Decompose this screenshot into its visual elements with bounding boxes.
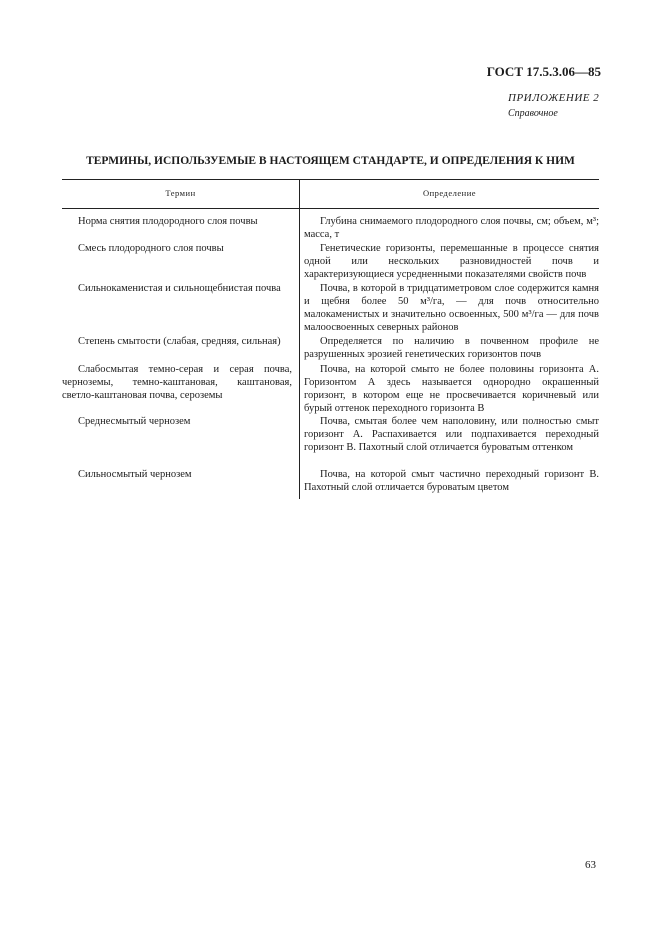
table-column-divider [299, 179, 300, 499]
term-cell: Среднесмытый чернозем [78, 416, 191, 427]
column-header-definition: Определение [422, 188, 477, 198]
table-top-rule [62, 179, 599, 180]
term-cell: Сильнокаменистая и сильнощебнистая почва [78, 283, 281, 294]
term-cell: Степень смытости (слабая, средняя, сильная) [78, 336, 281, 347]
term-cell: Смесь плодородного слоя почвы [78, 243, 224, 254]
appendix-note: Справочное [508, 108, 558, 119]
definition-cell: Почва, смытая более чем наполовину, или полностью смыт горизонт А. Распахивается или подпахивается переходный горизонт В. Пахотный слой отличается буроватым оттенком [304, 416, 599, 453]
term-cell: Сильносмытый чернозем [78, 469, 192, 480]
page-number: 63 [585, 859, 596, 871]
definition-cell: Генетические горизонты, перемешанные в процессе снятия одной или нескольких разновидностей почв и характеризующиеся усредненными показателями свойств почв [304, 243, 599, 280]
term-cell: Слабосмытая темно-серая и серая почва, черноземы, темно-каштановая, каштановая, светло-каштановая почва, сероземы [62, 364, 292, 401]
column-header-term: Термин [165, 188, 196, 198]
definition-cell: Глубина снимаемого плодородного слоя почвы, см; объем, м³; масса, т [304, 216, 599, 240]
page-title: ТЕРМИНЫ, ИСПОЛЬЗУЕМЫЕ В НАСТОЯЩЕМ СТАНДАРТЕ, И ОПРЕДЕЛЕНИЯ К НИМ [86, 155, 575, 167]
definition-cell: Почва, в которой в тридцатиметровом слое содержится камня и щебня более 50 м³/га, — для почв относительно малокаменистых и значительно освоенных, 500 м³/га — для почв малоосвоенных северных районов [304, 283, 599, 333]
standard-number: ГОСТ 17.5.3.06—85 [486, 64, 601, 79]
appendix-label: ПРИЛОЖЕНИЕ 2 [508, 92, 600, 104]
terms-table [62, 179, 599, 499]
term-cell: Норма снятия плодородного слоя почвы [78, 216, 258, 227]
definition-cell: Почва, на которой смыт частично переходный горизонт В. Пахотный слой отличается буроватым цветом [304, 469, 599, 493]
definition-cell: Почва, на которой смыто не более половины горизонта А. Горизонтом А здесь называется однородно окрашенный горизонт, в котором еще не просвечивается коричневый или бурый оттенок переходного горизонта В [304, 364, 599, 414]
definition-cell: Определяется по наличию в почвенном профиле не разрушенных эрозией генетических горизонтов почв [304, 336, 599, 360]
table-header-rule [62, 208, 599, 209]
